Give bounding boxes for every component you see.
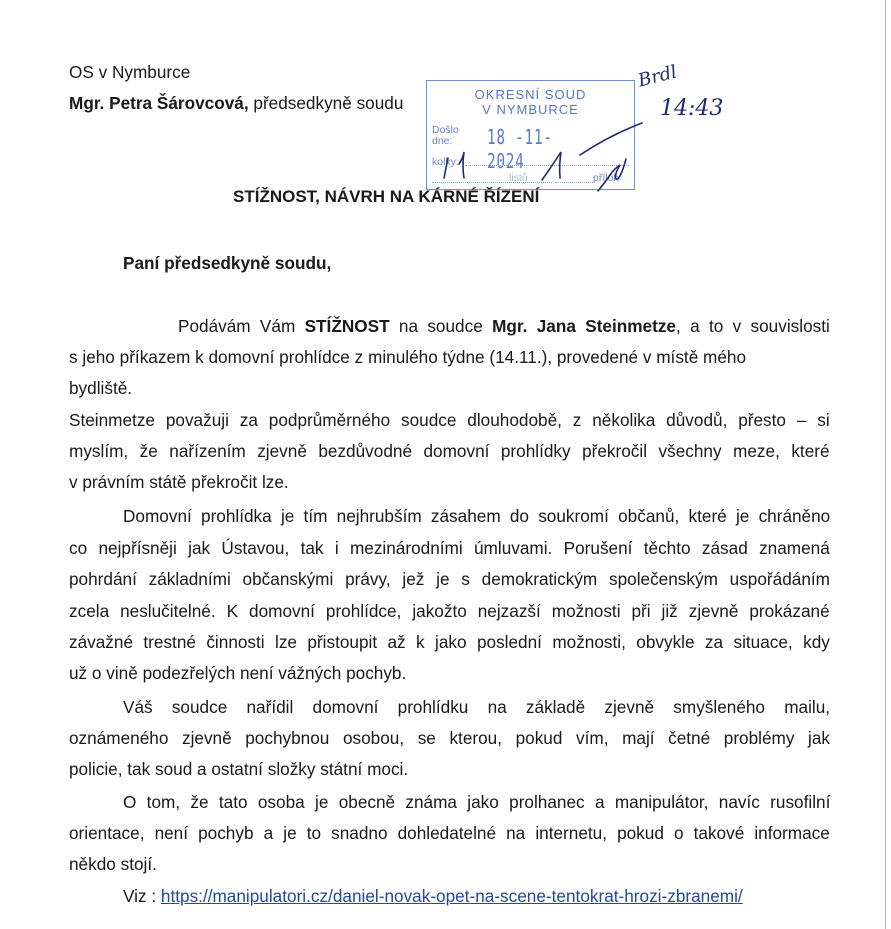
court-name: OS v Nymburce	[69, 62, 191, 82]
paragraph-2-line-1: Steinmetze považuji za podprůměrného soudce dlouhodobě, z několika důvodů, přesto – si	[69, 410, 830, 430]
reference-label: Viz :	[123, 886, 161, 906]
document-title: STÍŽNOST, NÁVRH NA KÁRNÉ ŘÍZENÍ	[233, 187, 540, 206]
addressee	[69, 93, 403, 113]
handwritten-tick-2	[542, 152, 561, 180]
paragraph-3-line-3: pohrdání základními občanskými právy, jež je s demokratickým společenským uspořádáním	[69, 569, 830, 589]
paragraph-2-line-3: v právním státě překročit lze.	[69, 472, 289, 492]
paragraph-3-line-1: Domovní prohlídka je tím nejhrubším zásahem do soukromí občanů, které je chráněno	[123, 506, 831, 526]
paragraph-3-line-4: zcela neslučitelné. K domovní prohlídce, jakožto nejzazší možnosti při již zjevně prokázané	[69, 601, 830, 621]
paragraph-3-line-6: už o vině podezřelých není vážných pochyb.	[69, 663, 407, 683]
paragraph-3-line-2: co nejpřísněji jak Ústavou, tak i mezinárodními úmluvami. Porušení těchto zásad znamená	[69, 538, 830, 558]
addressee-name: Mgr. Petra Šárovcová,	[69, 93, 249, 113]
handwritten-scribble	[598, 159, 626, 191]
addressee-role: předsedkyně soudu	[248, 93, 404, 113]
text-span: , a to v souvislosti	[675, 316, 830, 336]
stamp-received-label-2: dne:	[432, 135, 453, 147]
stamp-fees-label: kolky:	[432, 156, 459, 168]
stamp-attachments-label: příloh	[593, 172, 620, 184]
handwritten-time: 14:43	[660, 96, 724, 121]
text-span: na soudce	[389, 316, 493, 336]
handwritten-stroke	[444, 158, 448, 178]
paragraph-4-line-3: policie, tak soud a ostatní složky státní moci.	[69, 759, 409, 779]
judge-name: Mgr. Jana Steinmetze	[492, 316, 676, 336]
stamp-court-line2: V NYMBURCE	[482, 102, 579, 117]
paragraph-3-line-5: závažné trestné činnosti lze přistoupit až k jako poslední možnosti, obvykle za situace, kdy	[69, 632, 830, 652]
salutation: Paní předsedkyně soudu,	[123, 253, 332, 273]
paragraph-5-line-3: někdo stojí.	[69, 854, 157, 874]
paragraph-4-line-2: oznámeného zjevně pochybnou osobou, se kterou, pokud vím, mají četné problémy jak	[69, 728, 831, 748]
stamp-received-label-1: Došlo	[432, 124, 459, 136]
paragraph-1-line-1	[178, 316, 830, 336]
emphasis-complaint: STÍŽNOST	[304, 316, 390, 336]
handwritten-initials: Brdl	[636, 61, 680, 92]
paragraph-5-line-2: orientace, není pochyb a je to snadno dohledatelné na internetu, pokud o takové informace	[69, 823, 830, 843]
reference-line	[123, 886, 743, 906]
text-span: Podávám Vám	[178, 316, 305, 336]
paragraph-2-line-2: myslím, že nařízením zjevně bezdůvodné domovní prohlídky překročil všechny meze, které	[69, 441, 830, 461]
handwritten-tick-1	[459, 152, 464, 178]
reference-link[interactable]: https://manipulatori.cz/daniel-novak-opet-na-scene-tentokrat-hrozi-zbranemi/	[160, 886, 743, 906]
paragraph-4-line-1: Váš soudce nařídil domovní prohlídku na základě zjevně smyšleného mailu,	[123, 697, 831, 717]
paragraph-1-line-2: s jeho příkazem k domovní prohlídce z minulého týdne (14.11.), provedené v místě mého	[69, 347, 747, 367]
stamp-sheets-label: listů	[509, 172, 528, 184]
paragraph-1-line-3: bydliště.	[69, 378, 133, 398]
stamp-court-line1: OKRESNÍ SOUD	[474, 87, 587, 102]
handwritten-slash	[580, 123, 642, 155]
paragraph-5-line-1: O tom, že tato osoba je obecně známa jako prolhanec a manipulátor, navíc rusofilní	[123, 792, 831, 812]
handwritten-marks	[420, 60, 740, 200]
stamp-received-date: 18 -11- 2024	[487, 125, 553, 173]
